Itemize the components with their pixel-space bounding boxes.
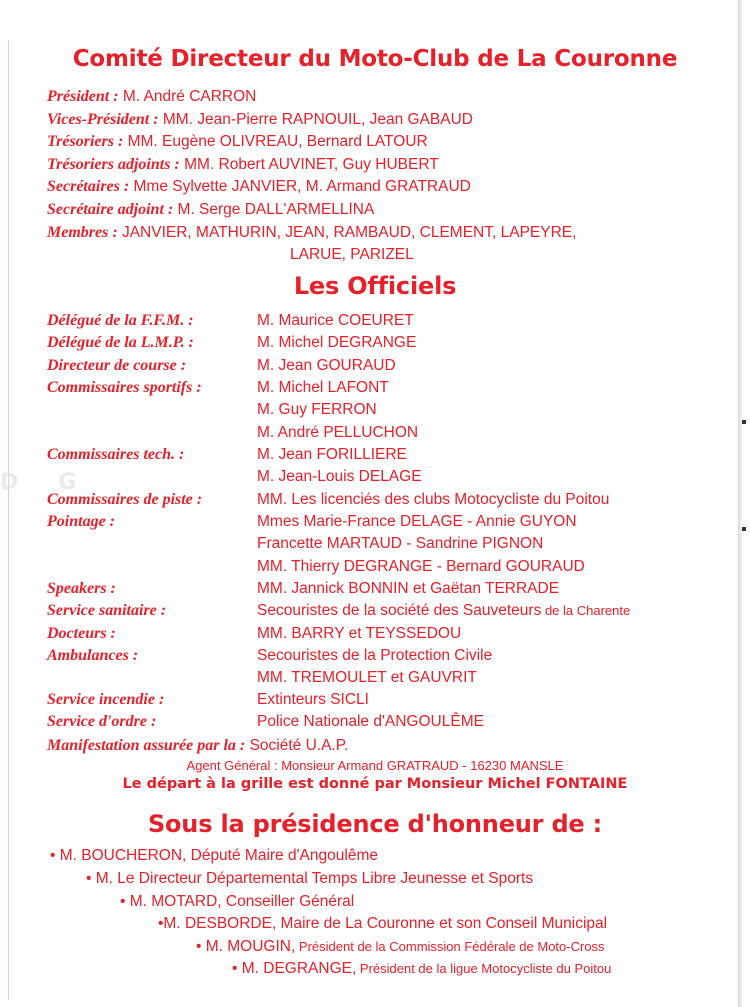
officiel-role: Service sanitaire : — [47, 602, 167, 619]
manifestation-value: Société U.A.P. — [249, 737, 349, 754]
comite-role: Secrétaires : — [47, 178, 130, 196]
officiel-value — [257, 690, 369, 710]
officiel-value — [257, 490, 609, 510]
officiel-role: Pointage : — [47, 513, 115, 530]
officiel-value — [257, 512, 577, 532]
officiel-role: Service incendie : — [47, 691, 165, 708]
agent-line: Agent Général : Monsieur Armand GRATRAUD - 16230 MANSLE — [186, 758, 564, 773]
officiel-value-text: M. Michel DEGRANGE — [257, 334, 417, 351]
officiel-value — [257, 624, 461, 644]
manifestation-line — [47, 736, 348, 756]
officiel-role: Délégué de la F.F.M. : — [47, 312, 194, 329]
honneur-name: • M. MOUGIN, — [196, 938, 296, 955]
comite-role: Trésoriers : — [47, 133, 124, 151]
manifestation-role: Manifestation assurée par la : — [47, 737, 246, 754]
watermark-text: DG — [0, 470, 117, 495]
officiel-value — [257, 423, 418, 443]
officiel-value — [257, 400, 377, 420]
officiel-value-text: Police Nationale d'ANGOULÊME — [257, 713, 484, 730]
comite-role: Trésoriers adjoints : — [47, 155, 180, 173]
comite-row — [47, 132, 428, 152]
page-title: Comité Directeur du Moto-Club de La Couronne — [72, 46, 678, 72]
officiel-value — [257, 601, 630, 621]
comite-role: Membres : — [47, 223, 118, 241]
officiel-value-text: M. Maurice COEURET — [257, 312, 414, 329]
officiel-value-text: M. Guy FERRON — [257, 401, 377, 418]
officiel-value-text: MM. TREMOULET et GAUVRIT — [257, 669, 477, 686]
officiel-role: Commissaires tech. : — [47, 446, 185, 463]
officiel-value-text: MM. Les licenciés des clubs Motocycliste du Poitou — [257, 491, 610, 508]
officiel-value-text: MM. Jannick BONNIN et Gaëtan TERRADE — [257, 580, 560, 597]
comite-value: MM. Robert AUVINET, Guy HUBERT — [184, 155, 439, 173]
officiel-value — [257, 378, 389, 398]
comite-role: Président : — [47, 88, 119, 105]
honneur-item — [232, 959, 611, 979]
page-edge — [738, 0, 742, 1007]
comite-row — [47, 110, 473, 130]
honneur-item — [120, 892, 354, 912]
scan-mark — [742, 527, 746, 531]
honneur-item — [50, 846, 378, 866]
officiel-value — [257, 712, 484, 732]
officiel-value — [257, 311, 414, 331]
officiel-value-text: M. Jean GOURAUD — [257, 357, 396, 374]
officiel-value — [257, 356, 396, 376]
officiel-value-text: MM. BARRY et TEYSSEDOU — [257, 625, 462, 642]
officiel-value — [257, 557, 585, 577]
officiel-value — [257, 668, 477, 688]
comite-value: M. Serge DALL'ARMELLINA — [177, 201, 375, 218]
officiel-value-text: M. Jean-Louis DELAGE — [257, 468, 422, 485]
comite-value: MM. Eugène OLIVREAU, Bernard LATOUR — [127, 133, 428, 151]
honneur-item — [196, 937, 605, 957]
officiel-value-text: M. Michel LAFONT — [257, 379, 389, 396]
officiel-value — [257, 445, 407, 465]
officiel-role: Délégué de la L.M.P. : — [47, 334, 194, 351]
honneur-item — [86, 869, 533, 889]
officiel-role: Ambulances : — [47, 647, 139, 664]
officiel-value-text: Secouristes de la Protection Civile — [257, 647, 493, 664]
frame-line — [8, 40, 9, 1000]
comite-row — [47, 223, 576, 243]
honneur-name: • M. MOTARD, Conseiller Général — [120, 893, 355, 910]
officiel-value — [257, 467, 422, 487]
officiel-value-text: M. André PELLUCHON — [257, 424, 419, 441]
officiel-role: Docteurs : — [47, 625, 116, 642]
officiel-role: Directeur de course : — [47, 357, 187, 374]
comite-role: Vices-Président : — [47, 110, 159, 128]
comite-value: JANVIER, MATHURIN, JEAN, RAMBAUD, CLEMENT, LAPEYRE, — [121, 223, 577, 241]
comite-row — [47, 87, 256, 107]
honneur-detail: Président de la ligue Motocycliste du Poitou — [356, 961, 612, 976]
officiel-value — [257, 579, 559, 599]
officiel-value-text: Francette MARTAUD - Sandrine PIGNON — [257, 535, 544, 552]
officiel-value — [257, 534, 543, 554]
depart-line: Le départ à la grille est donné par Monsieur Michel FONTAINE — [122, 776, 628, 792]
presidence-heading: Sous la présidence d'honneur de : — [147, 810, 603, 838]
honneur-name: • M. Le Directeur Départemental Temps Libre Jeunesse et Sports — [86, 870, 534, 887]
officiel-value-small: de la Charente — [541, 603, 631, 618]
officiel-value — [257, 646, 492, 666]
officiel-value — [257, 333, 416, 353]
comite-row — [47, 177, 471, 197]
comite-row — [47, 200, 374, 220]
honneur-name: • M. DEGRANGE, — [232, 960, 357, 977]
honneur-item — [158, 914, 607, 934]
comite-value: MM. Jean-Pierre RAPNOUIL, Jean GABAUD — [162, 110, 473, 128]
comite-value: M. André CARRON — [122, 88, 257, 105]
comite-row — [47, 155, 439, 175]
officiel-value-text: Mmes Marie-France DELAGE - Annie GUYON — [257, 513, 577, 530]
membres-continuation: LARUE, PARIZEL — [290, 246, 414, 264]
officiel-role: Commissaires de piste : — [47, 491, 203, 508]
officiel-value-text: Secouristes de la société des Sauveteurs — [257, 602, 542, 619]
officiel-role: Service d'ordre : — [47, 713, 157, 730]
honneur-name: •M. DESBORDE, Maire de La Couronne et son Conseil Municipal — [158, 915, 608, 932]
officiel-value-text: MM. Thierry DEGRANGE - Bernard GOURAUD — [257, 558, 585, 575]
officiel-role: Speakers : — [47, 580, 116, 597]
honneur-name: • M. BOUCHERON, Député Maire d'Angoulême — [50, 847, 378, 864]
comite-role: Secrétaire adjoint : — [47, 201, 174, 218]
officiels-heading: Les Officiels — [293, 272, 457, 300]
scan-mark — [742, 420, 746, 424]
officiel-value-text: M. Jean FORILLIERE — [257, 446, 407, 463]
comite-value: Mme Sylvette JANVIER, M. Armand GRATRAUD — [133, 178, 471, 196]
honneur-detail: Président de la Commission Fédérale de Moto-Cross — [295, 939, 605, 954]
officiel-role: Commissaires sportifs : — [47, 379, 202, 396]
officiel-value-text: Extinteurs SICLI — [257, 691, 369, 708]
